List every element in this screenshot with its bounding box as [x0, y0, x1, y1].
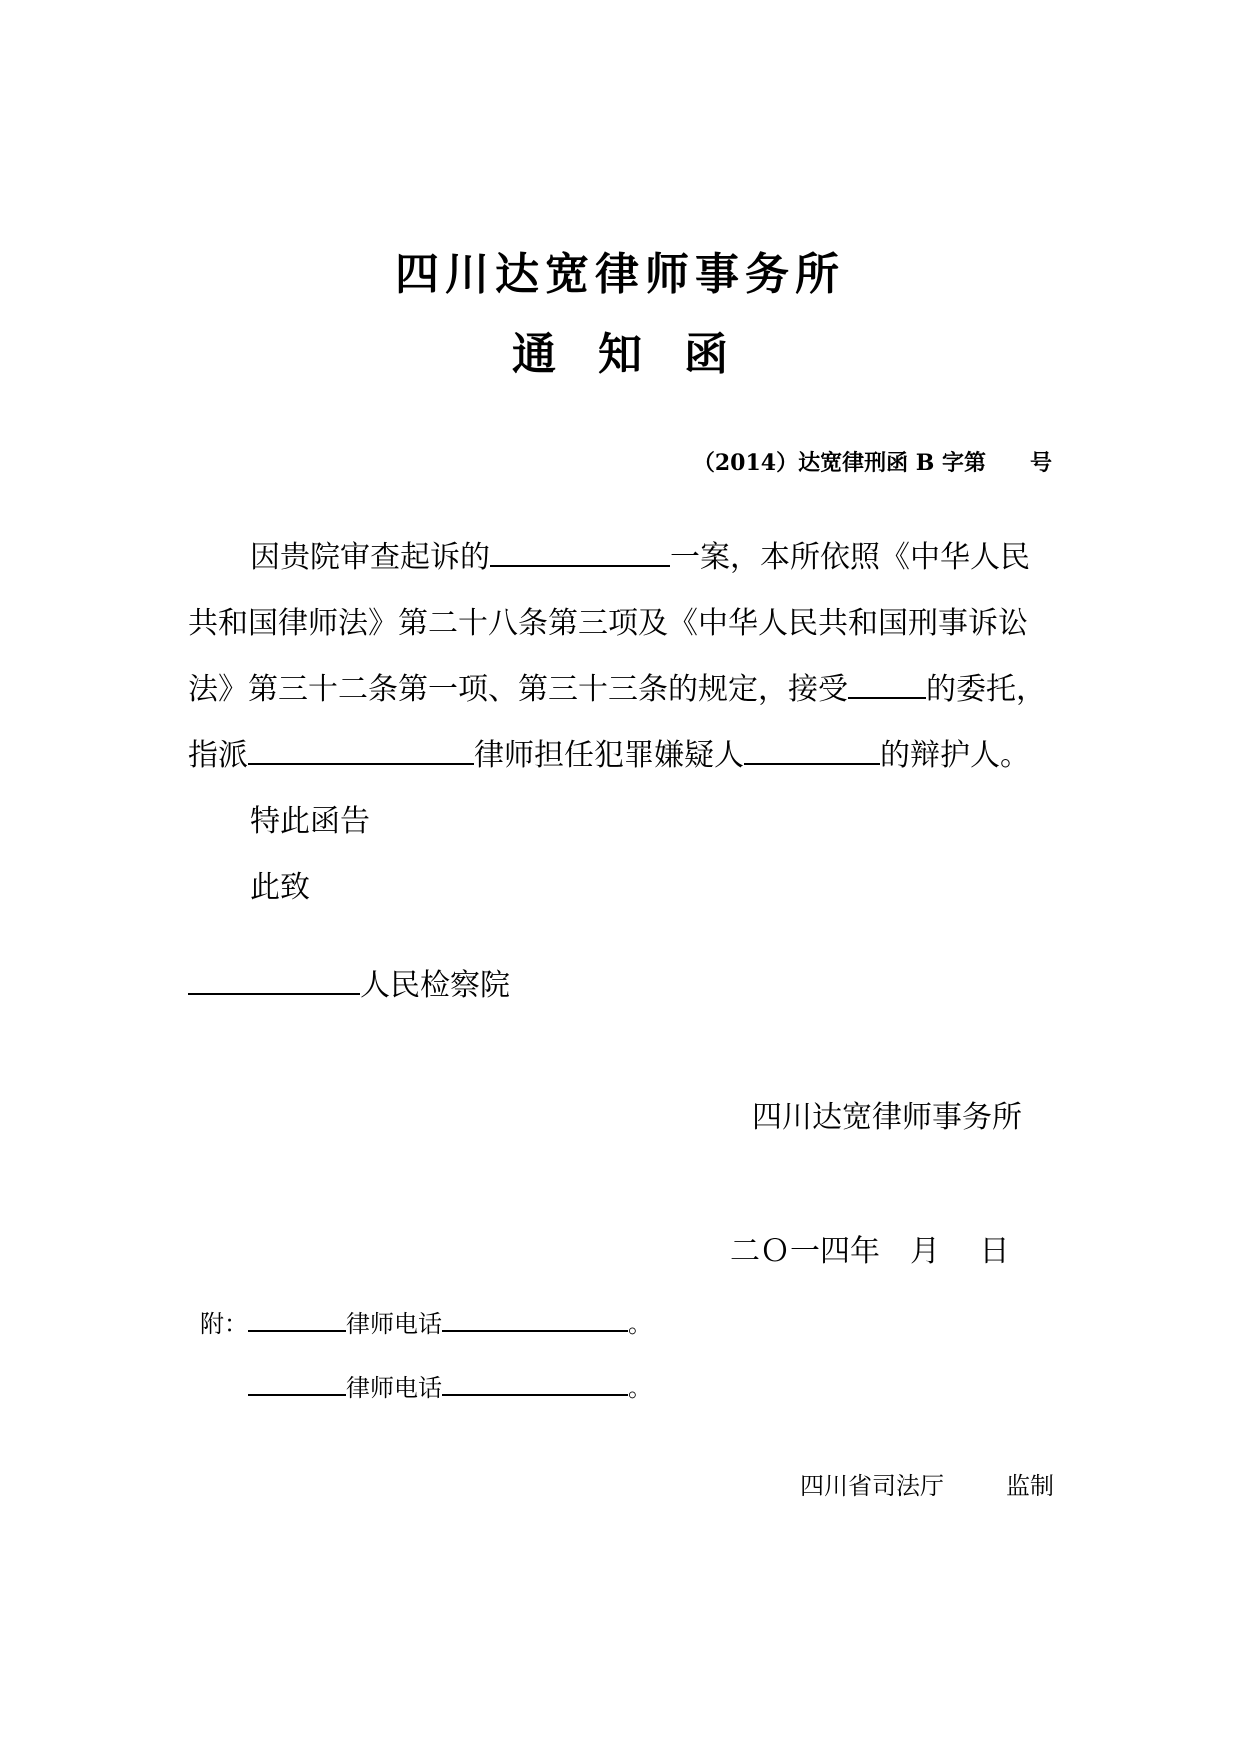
body-line-4: [188, 730, 1030, 774]
text: 的委托，: [926, 672, 1046, 707]
closing-1: 特此函告: [250, 804, 370, 839]
lawyer2-blank: [248, 1370, 346, 1396]
text: 指派: [188, 738, 248, 773]
lawyer-blank: [248, 733, 474, 765]
text: 律师电话: [346, 1310, 442, 1338]
closing-2: 此致: [250, 870, 310, 905]
text: 人民检察院: [360, 968, 510, 1003]
suspect-blank: [744, 733, 880, 765]
text: 律师电话: [346, 1374, 442, 1402]
body-line-3: [188, 664, 1046, 708]
org-title: 四川达宽律师事务所: [395, 249, 845, 300]
client-blank: [848, 667, 926, 699]
lawyer1-blank: [248, 1306, 346, 1332]
footer-supervisor: 四川省司法厅: [800, 1472, 944, 1500]
text: 附：: [200, 1310, 248, 1338]
text: 律师担任犯罪嫌疑人: [474, 738, 744, 773]
body-line-2: 共和国律师法》第二十八条第三项及《中华人民共和国刑事诉讼: [188, 606, 1028, 641]
text: 。: [628, 1310, 652, 1338]
phone1-blank: [442, 1306, 628, 1332]
attachment-line-1: [200, 1304, 652, 1339]
text: 的辩护人。: [880, 738, 1030, 773]
doc-title: 通知函: [512, 329, 770, 380]
text: 。: [628, 1374, 652, 1402]
procuratorate-blank: [188, 963, 360, 995]
phone2-blank: [442, 1370, 628, 1396]
footer-label: 监制: [1006, 1472, 1054, 1500]
text: 法》第三十二条第一项、第三十三条的规定，接受: [188, 672, 848, 707]
signature-org: 四川达宽律师事务所: [752, 1100, 1022, 1135]
text: 一案，本所依照《中华人民: [670, 540, 1030, 575]
case-name-blank: [490, 535, 670, 567]
doc-number: （2014）达宽律刑函 B 字第 号: [692, 450, 1052, 476]
body-line-1: [250, 532, 1030, 576]
signature-date: 二Ｏ一四年 月 日: [730, 1234, 1010, 1269]
recipient-line: [188, 960, 510, 1004]
attachment-line-2: [248, 1368, 652, 1403]
text: 因贵院审查起诉的: [250, 540, 490, 575]
